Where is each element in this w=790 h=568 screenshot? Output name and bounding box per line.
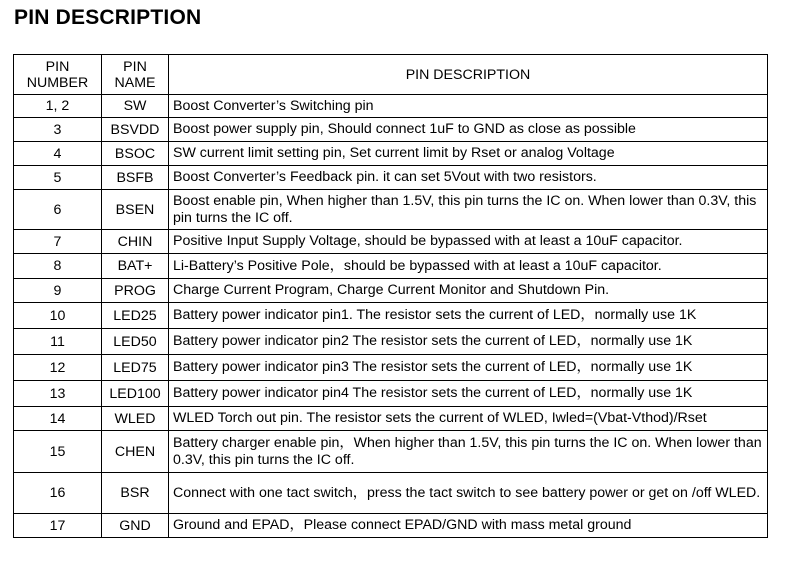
- table-row: [14, 166, 768, 190]
- pin-description-cell: Ground and EPAD，Please connect EPAD/GND with mass metal ground: [169, 514, 768, 538]
- pin-number-cell: 9: [14, 279, 102, 303]
- table-row: [14, 381, 768, 407]
- pin-description-cell: Boost enable pin, When higher than 1.5V, this pin turns the IC on. When lower than 0.3V, this pin turns the IC off.: [169, 190, 768, 230]
- table-row: [14, 355, 768, 381]
- pin-description-cell: Connect with one tact switch，press the tact switch to see battery power or get on /off WLED.: [169, 473, 768, 514]
- pin-description-cell: Boost Converter’s Switching pin: [169, 95, 768, 118]
- table-row: [14, 473, 768, 514]
- pin-name-cell: BSFB: [102, 166, 169, 190]
- table-row: [14, 230, 768, 254]
- table-row: [14, 303, 768, 329]
- pin-number-cell: 3: [14, 118, 102, 142]
- pin-name-cell: SW: [102, 95, 169, 118]
- table-row: [14, 407, 768, 431]
- pin-description-cell: Charge Current Program, Charge Current Monitor and Shutdown Pin.: [169, 279, 768, 303]
- pin-description-cell: Battery power indicator pin2 The resistor sets the current of LED，normally use 1K: [169, 329, 768, 355]
- pin-name-cell: BSEN: [102, 190, 169, 230]
- pin-description-cell: Battery charger enable pin，When higher than 1.5V, this pin turns the IC on. When lower than 0.3V, this pin turns the IC off.: [169, 431, 768, 473]
- page-title: PIN DESCRIPTION: [14, 6, 202, 29]
- table-header-row: [14, 55, 768, 95]
- header-pin-number-line2: NUMBER: [26, 74, 89, 91]
- pin-name-cell: WLED: [102, 407, 169, 431]
- pin-number-cell: 4: [14, 142, 102, 166]
- table-body: [14, 95, 768, 538]
- table-row: [14, 95, 768, 118]
- pin-description-cell: Li-Battery’s Positive Pole，should be bypassed with at least a 10uF capacitor.: [169, 254, 768, 279]
- pin-name-cell: LED100: [102, 381, 169, 407]
- header-pin-number: [14, 55, 102, 95]
- pin-number-cell: 15: [14, 431, 102, 473]
- table-row: [14, 118, 768, 142]
- pin-name-cell: LED25: [102, 303, 169, 329]
- pin-description-cell: Battery power indicator pin4 The resistor sets the current of LED，normally use 1K: [169, 381, 768, 407]
- pin-number-cell: 1, 2: [14, 95, 102, 118]
- table-row: [14, 514, 768, 538]
- pin-name-cell: CHEN: [102, 431, 169, 473]
- header-pin-name-line2: NAME: [114, 74, 156, 91]
- pin-number-cell: 10: [14, 303, 102, 329]
- pin-description-cell: Boost Converter’s Feedback pin. it can set 5Vout with two resistors.: [169, 166, 768, 190]
- pin-description-cell: SW current limit setting pin, Set current limit by Rset or analog Voltage: [169, 142, 768, 166]
- pin-description-cell: Positive Input Supply Voltage, should be bypassed with at least a 10uF capacitor.: [169, 230, 768, 254]
- pin-number-cell: 5: [14, 166, 102, 190]
- header-pin-description: PIN DESCRIPTION: [169, 55, 768, 95]
- pin-number-cell: 6: [14, 190, 102, 230]
- header-pin-number-line1: PIN: [45, 58, 70, 75]
- pin-name-cell: LED50: [102, 329, 169, 355]
- table-row: [14, 329, 768, 355]
- pin-name-cell: GND: [102, 514, 169, 538]
- pin-number-cell: 7: [14, 230, 102, 254]
- pin-number-cell: 8: [14, 254, 102, 279]
- pin-name-cell: CHIN: [102, 230, 169, 254]
- table-row: [14, 254, 768, 279]
- pin-name-cell: BSR: [102, 473, 169, 514]
- pin-name-cell: BSOC: [102, 142, 169, 166]
- header-pin-name: [102, 55, 169, 95]
- pin-description-table: [13, 54, 768, 538]
- pin-description-cell: Boost power supply pin, Should connect 1uF to GND as close as possible: [169, 118, 768, 142]
- pin-description-cell: Battery power indicator pin3 The resistor sets the current of LED，normally use 1K: [169, 355, 768, 381]
- pin-number-cell: 14: [14, 407, 102, 431]
- pin-description-cell: WLED Torch out pin. The resistor sets the current of WLED, Iwled=(Vbat-Vthod)/Rset: [169, 407, 768, 431]
- table-row: [14, 279, 768, 303]
- pin-name-cell: BSVDD: [102, 118, 169, 142]
- pin-name-cell: PROG: [102, 279, 169, 303]
- pin-description-cell: Battery power indicator pin1. The resistor sets the current of LED，normally use 1K: [169, 303, 768, 329]
- table-row: [14, 190, 768, 230]
- pin-number-cell: 17: [14, 514, 102, 538]
- pin-number-cell: 16: [14, 473, 102, 514]
- pin-name-cell: LED75: [102, 355, 169, 381]
- pin-number-cell: 12: [14, 355, 102, 381]
- pin-number-cell: 13: [14, 381, 102, 407]
- pin-number-cell: 11: [14, 329, 102, 355]
- table-row: [14, 142, 768, 166]
- header-pin-name-line1: PIN: [123, 58, 147, 75]
- pin-name-cell: BAT+: [102, 254, 169, 279]
- table-row: [14, 431, 768, 473]
